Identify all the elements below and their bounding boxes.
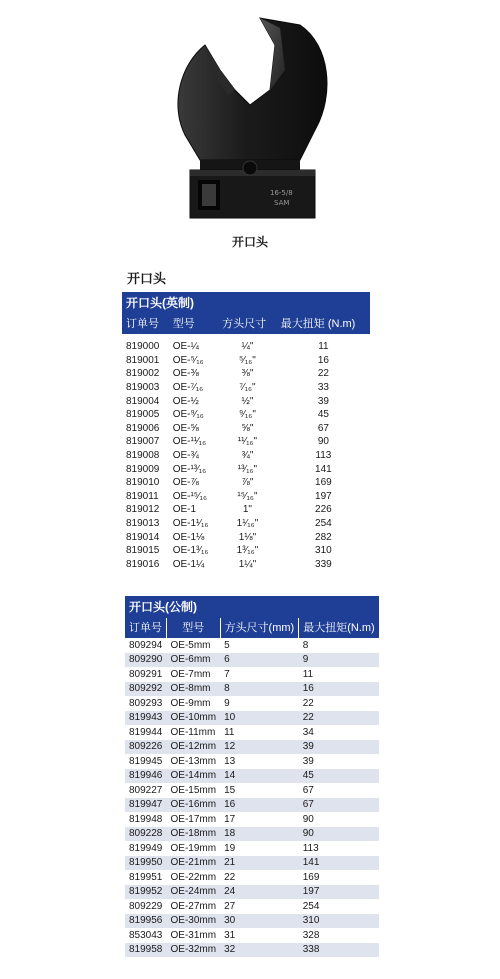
max-torque-cell: 141 [315,463,332,475]
table-row [122,449,370,463]
square-size-cell: 1⅛" [238,531,257,543]
col-max-torque: 最大扭矩(N.m) [299,618,379,638]
square-size-cell: ⁵⁄₁₆" [239,354,256,366]
order-number-cell: 819008 [126,450,160,462]
max-torque-cell: 67 [302,784,314,796]
max-torque-cell: 226 [315,504,332,516]
model-cell: OE-22mm [170,871,217,883]
square-size-cell: 18 [220,827,299,842]
order-number-cell: 819007 [126,436,160,448]
table-row [125,827,379,842]
order-number-cell: 819003 [126,382,160,394]
model-cell: OE-⅜ [172,368,199,380]
max-torque-cell: 11 [302,668,314,680]
max-torque-cell: 310 [299,914,379,929]
order-number-cell: 819005 [126,409,160,421]
table-row [125,885,379,900]
square-size-cell: ⅜" [241,368,254,380]
square-size-cell: 16 [220,798,299,813]
max-torque-cell: 45 [317,409,329,421]
max-torque-cell: 22 [317,368,329,380]
order-number-cell: 819946 [125,769,167,784]
square-size-cell: ¹¹⁄₁₆" [237,436,258,448]
col-model: 型号 [169,314,218,334]
col-square-size: 方头尺寸(mm) [220,618,299,638]
table-row [122,517,370,531]
imperial-table-title: 开口头(英制) [122,292,370,314]
table-row [125,711,379,726]
metric-table-title: 开口头(公制) [125,596,379,618]
table-row [122,394,370,408]
order-number-cell: 819013 [126,518,160,530]
order-number-cell: 819012 [126,504,160,516]
max-torque-cell: 8 [302,639,309,651]
order-number-cell: 819010 [126,477,160,489]
model-cell: OE-12mm [167,740,221,755]
model-cell: OE-1³⁄₁₆ [172,545,209,557]
model-cell: OE-6mm [167,653,221,668]
order-number-cell: 819002 [126,368,160,380]
square-size-cell: 5 [224,639,230,651]
max-torque-cell: 310 [315,545,332,557]
model-cell: OE-⁵⁄₁₆ [172,354,204,366]
square-size-cell: ½" [241,395,254,407]
max-torque-cell: 282 [315,531,332,543]
square-size-cell: 6 [220,653,299,668]
table-row [125,914,379,929]
square-size-cell: ¹⁵⁄₁₆" [237,490,258,502]
max-torque-cell: 254 [315,518,332,530]
order-number-cell: 819947 [125,798,167,813]
table-row [125,725,379,740]
col-order-number: 订单号 [122,314,169,334]
table-row [125,928,379,943]
table-row [122,530,370,544]
order-number-cell: 819949 [129,842,163,854]
engraving-line-1: 16-5/8 [270,189,293,197]
model-cell: OE-15mm [170,784,217,796]
max-torque-cell: 22 [302,697,314,709]
model-cell: OE-7mm [170,668,211,680]
model-cell: OE-1 [172,504,197,516]
max-torque-cell: 113 [315,450,332,462]
model-cell: OE-1¼ [172,558,205,570]
model-cell: OE-32mm [167,943,221,958]
order-number-cell: 853043 [129,929,163,941]
table-row [122,340,370,354]
order-number-cell: 809292 [125,682,167,697]
table-row [125,696,379,711]
max-torque-cell: 254 [302,900,320,912]
order-number-cell: 819956 [125,914,167,929]
table-row [125,638,379,653]
table-row [125,899,379,914]
max-torque-cell: 39 [299,740,379,755]
table-row [125,667,379,682]
order-number-cell: 819000 [126,341,160,353]
model-cell: OE-⁷⁄₁₆ [172,382,204,394]
square-size-cell: 30 [220,914,299,929]
col-max-torque: 最大扭矩 (N.m) [277,314,370,334]
order-number-cell: 809294 [129,639,163,651]
model-cell: OE-16mm [167,798,221,813]
max-torque-cell: 67 [299,798,379,813]
order-number-cell: 819943 [125,711,167,726]
max-torque-cell: 90 [317,436,329,448]
square-size-cell: 13 [224,755,236,767]
square-size-cell: 10 [220,711,299,726]
table-row [125,798,379,813]
square-size-cell: 9 [224,697,230,709]
square-size-cell: 12 [220,740,299,755]
max-torque-cell: 339 [315,558,332,570]
model-cell: OE-30mm [167,914,221,929]
max-torque-cell: 16 [299,682,379,697]
model-cell: OE-8mm [167,682,221,697]
square-size-cell: ¼" [241,341,254,353]
table-row [122,544,370,558]
table-row [122,408,370,422]
square-size-cell: 17 [224,813,236,825]
model-cell: OE-11mm [170,726,216,738]
square-size-cell: 8 [220,682,299,697]
max-torque-cell: 16 [317,354,329,366]
square-size-cell: 15 [224,784,236,796]
table-row [125,682,379,697]
model-cell: OE-18mm [167,827,221,842]
order-number-cell: 819950 [125,856,167,871]
model-cell: OE-1⅛ [172,531,205,543]
order-number-cell: 819006 [126,422,160,434]
order-number-cell: 819958 [125,943,167,958]
max-torque-cell: 328 [302,929,320,941]
table-row [122,422,370,436]
table-row [122,490,370,504]
model-cell: OE-14mm [167,769,221,784]
max-torque-cell: 33 [317,382,329,394]
model-cell: OE-⅞ [172,477,199,489]
order-number-cell: 819015 [126,545,160,557]
square-size-cell: 19 [224,842,236,854]
square-size-cell: 21 [220,856,299,871]
max-torque-cell: 197 [299,885,379,900]
max-torque-cell: 113 [302,842,319,854]
model-cell: OE-27mm [170,900,217,912]
order-number-cell: 819001 [126,354,160,366]
order-number-cell: 819014 [126,531,160,543]
square-size-cell: 7 [224,668,230,680]
order-number-cell: 819952 [125,885,167,900]
order-number-cell: 809226 [125,740,167,755]
engraving-line-2: SAM [274,199,290,207]
max-torque-cell: 11 [318,341,329,353]
square-size-cell: ⅝" [241,422,254,434]
max-torque-cell: 39 [317,395,329,407]
max-torque-cell: 90 [299,827,379,842]
col-order-number: 订单号 [125,618,167,638]
order-number-cell: 809229 [129,900,163,912]
square-size-cell: 1" [242,504,252,516]
model-cell: OE-24mm [167,885,221,900]
square-size-cell: 1³⁄₁₆" [236,545,259,557]
square-size-cell: 1¼" [238,558,257,570]
order-number-cell: 809228 [125,827,167,842]
model-cell: OE-¾ [172,450,199,462]
square-size-cell: 14 [220,769,299,784]
imperial-table [122,292,370,571]
max-torque-cell: 39 [302,755,314,767]
table-row [125,870,379,885]
table-row [125,943,379,958]
order-number-cell: 819948 [129,813,163,825]
square-size-cell: ¹³⁄₁₆" [237,463,258,475]
order-number-cell: 819011 [126,490,159,502]
order-number-cell: 809293 [129,697,163,709]
model-cell: OE-¹⁵⁄₁₆ [172,490,208,502]
table-row [122,381,370,395]
model-cell: OE-13mm [170,755,217,767]
table-row [122,435,370,449]
section-title: 开口头 [127,272,167,287]
max-torque-cell: 90 [302,813,314,825]
table-row [125,812,379,827]
max-torque-cell: 67 [317,422,329,434]
model-cell: OE-9mm [170,697,211,709]
table-row [125,653,379,668]
table-row [122,367,370,381]
table-row [122,476,370,490]
square-size-cell: 11 [224,726,235,738]
model-cell: OE-19mm [170,842,217,854]
order-number-cell: 819009 [126,463,160,475]
model-cell: OE-½ [172,395,199,407]
max-torque-cell: 169 [315,477,332,489]
max-torque-cell: 141 [299,856,379,871]
col-square-size: 方头尺寸 [218,314,277,334]
model-cell: OE-21mm [167,856,221,871]
table-row [125,754,379,769]
max-torque-cell: 45 [299,769,379,784]
max-torque-cell: 169 [302,871,320,883]
table-row [125,740,379,755]
max-torque-cell: 9 [299,653,379,668]
square-size-cell: 24 [220,885,299,900]
table-row [125,783,379,798]
max-torque-cell: 22 [299,711,379,726]
model-cell: OE-1¹⁄₁₆ [172,518,209,530]
max-torque-cell: 34 [302,726,314,738]
order-number-cell: 819951 [129,871,163,883]
table-row [125,769,379,784]
order-number-cell: 809291 [129,668,163,680]
square-size-cell: ¾" [241,450,254,462]
model-cell: OE-⁹⁄₁₆ [172,409,204,421]
model-cell: OE-⅝ [172,422,199,434]
model-cell: OE-10mm [167,711,221,726]
square-size-cell: ⁹⁄₁₆" [238,409,256,421]
model-cell: OE-17mm [170,813,217,825]
product-caption: 开口头 [231,235,268,249]
order-number-cell: 809290 [125,653,167,668]
table-row [122,558,370,572]
order-number-cell: 809227 [129,784,163,796]
order-number-cell: 819004 [126,395,160,407]
max-torque-cell: 338 [299,943,379,958]
square-size-cell: 27 [224,900,236,912]
model-cell: OE-¹¹⁄₁₆ [172,436,207,448]
order-number-cell: 819944 [129,726,163,738]
table-row [125,841,379,856]
square-size-cell: 1¹⁄₁₆" [236,518,259,530]
table-row [125,856,379,871]
square-size-cell: 32 [220,943,299,958]
max-torque-cell: 197 [315,490,332,502]
model-cell: OE-¼ [172,341,199,353]
table-row [122,354,370,368]
open-end-wrench-head-icon [150,10,350,225]
table-row [122,462,370,476]
table-row [122,503,370,517]
square-size-cell: ⅞" [241,477,254,489]
model-cell: OE-31mm [170,929,217,941]
order-number-cell: 819016 [126,558,160,570]
order-number-cell: 819945 [129,755,163,767]
col-model: 型号 [167,618,221,638]
square-size-cell: 31 [224,929,236,941]
square-size-cell: 22 [224,871,236,883]
model-cell: OE-5mm [170,639,211,651]
metric-table [125,596,379,957]
model-cell: OE-¹³⁄₁₆ [172,463,207,475]
square-size-cell: ⁷⁄₁₆" [239,382,256,394]
